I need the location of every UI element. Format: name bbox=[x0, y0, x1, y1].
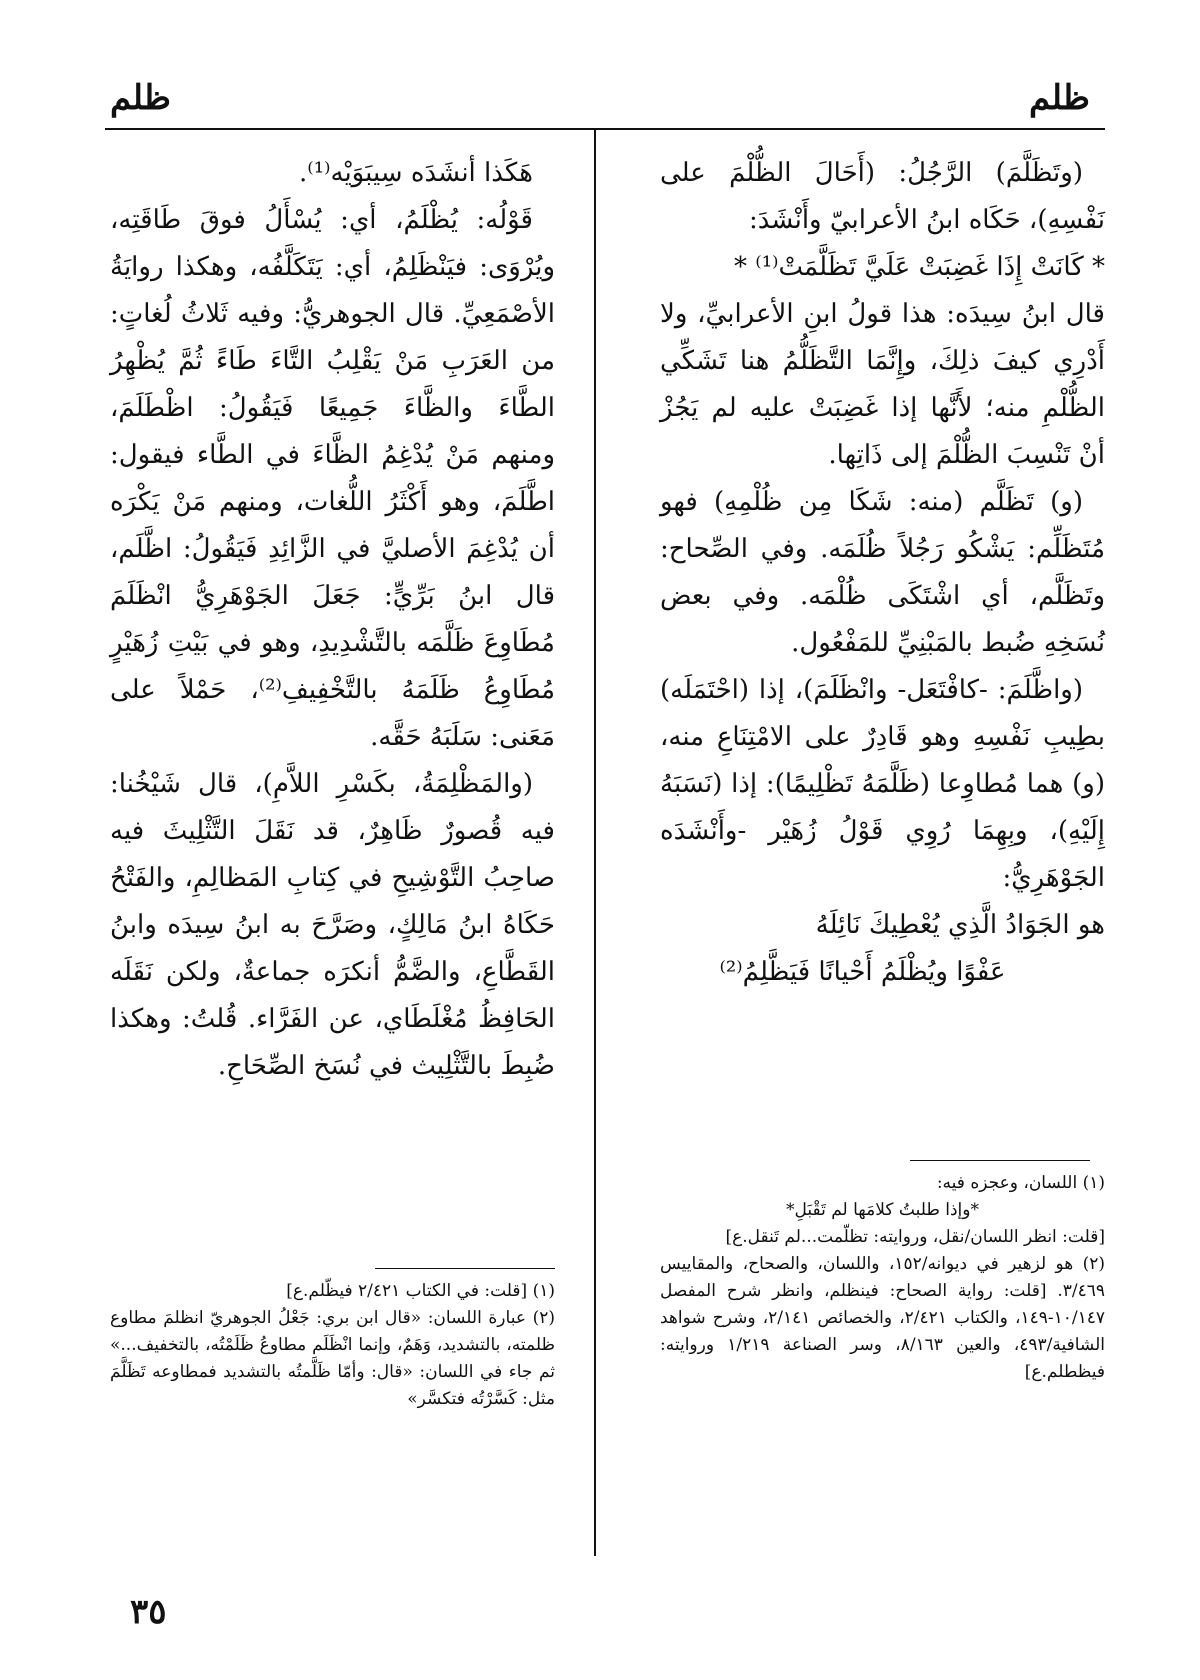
header-left-word: ظلم bbox=[110, 78, 171, 118]
right-column bbox=[660, 150, 1105, 996]
right-paragraph-1: (وتَظَلَّمَ) الرَّجُلُ: (أَحَالَ الظُّلْمَ على نَفْسِهِ)، حَكَاه ابنُ الأعرابيّ وأَنْشَدَ: bbox=[660, 158, 1105, 235]
left-column bbox=[110, 150, 555, 1090]
left-footnote-2: (٢) عبارة اللسان: «قال ابن بري: جَعْلُ الجوهريّ انظلمَ مطاوع ظلمته، بالتشديد، وَهَمٌ، وإنما انْظَلَم مطاوعُ ظَلَمْتُه، بالتخفيف...» ثم جاء في اللسان: «قال: وأمّا ظَلَّمتُه بالتشديد فمطاوعه تَظَلَّمَ مثل: كَسَّرْتُه فتكسَّر» bbox=[110, 1308, 555, 1409]
right-footnote-1-note: [قلت: انظر اللسان/نقل، وروايته: تظلّمت...لم تَنقل.ع] bbox=[725, 1227, 1105, 1247]
right-footnote-2: (٢) هو لزهير في ديوانه/١٥٢، واللسان، والصحاح، والمقاييس ٣/٤٦٩. [قلت: رواية الصحاح: فينظلم، وانظر شرح المفصل ١٠/١٤٧-١٤٩، والكتاب ٢/٤٢١، والخصائص ٢/١٤١، وشرح شواهد الشافية/٤٩٣، والعين ٨/١٦٣، وسر الصناعة ١/٢١٩ وروايته: فيظطلم.ع] bbox=[660, 1254, 1105, 1382]
right-footnotes bbox=[660, 1170, 1105, 1386]
right-paragraph-3: (و) تَظَلَّم (منه: شَكَا مِن ظُلْمِهِ) فهو مُتَظَلِّم: يَشْكُو رَجُلاً ظُلَمَه. وفي الصِّحاح: وتَظَلَّم، أي اشْتَكَى ظُلْمَه. وفي بعض نُسَخِهِ ضُبط بالمَبْنِيِّ للمَفْعُول. bbox=[660, 487, 1105, 658]
column-divider bbox=[594, 128, 596, 1556]
right-paragraph-4: (واظَّلَمَ: -كافْتَعَل- وانْظَلَمَ)، إذا (احْتَمَلَه) بطِيبِ نَفْسِهِ وهو قَادِرٌ على الامْتِنَاعِ منه، (و) هما مُطاوِعا (ظَلَّمَهُ تَظْلِيمًا): إذا (نَسَبَهُ إِلَيْهِ)، وبِهِمَا رُوِي قَوْلُ زُهَيْر -وأَنْشَدَه الجَوْهَرِيُّ: bbox=[660, 675, 1105, 893]
left-footnote-rule bbox=[375, 1268, 555, 1269]
right-footnote-1: (١) اللسان، وعجزه فيه: bbox=[936, 1173, 1105, 1193]
right-footnote-1-verse: *وإذا طلبتُ كلامَها لم تَقْبَلِ* bbox=[785, 1200, 979, 1220]
left-paragraph-2: قَوْلُه: يُظْلَمُ، أي: يُسْأَلُ فوقَ طَاقَتِه، ويُرْوَى: فيَنْظَلِمُ، أي: يَتَكَلَّفُه، وهكذا روايَةُ الأصْمَعِيِّ. قال الجوهريُّ: وفيه ثَلاثُ لُغاتٍ: من العَرَبِ مَنْ يَقْلِبُ التَّاءَ طَاءً ثُمَّ يُظْهِرُ الطَّاءَ والظَّاءَ جَمِيعًا فَيَقُولُ: اظْطَلَمَ، ومنهم مَنْ يُدْغِمُ الظَّاءَ في الطَّاء فيقول: اطَّلَمَ، وهو أَكْثَرُ اللُّغات، ومنهم مَنْ يَكْرَه أن يُدْغِمَ الأصليَّ في الزَّائِدِ فَيَقُولُ: اظَّلَم، قال ابنُ بَرِّيٍّ: جَعَلَ الجَوْهَرِيُّ انْظَلَمَ مُطَاوِعَ ظَلَّمَه بالتَّشْدِيدِ، وهو في بَيْتِ زُهَيْرٍ مُطَاوِعُ ظَلَمَهُ بالتَّخْفِيفِ⁽²⁾، حَمْلاً على مَعَنى: سَلَبَهُ حَقَّه. bbox=[110, 205, 555, 752]
right-verse-fragment: * كَانَتْ إِذَا غَضِبَتْ عَلَيَّ تَظَلَّمَتْ⁽¹⁾ * bbox=[734, 252, 1105, 282]
header-rule bbox=[105, 128, 1105, 130]
left-footnotes bbox=[110, 1278, 555, 1413]
verse-line-2: عَفْوًا ويُظْلَمُ أَحْيانًا فَيَظَّلِمُ⁽²⁾ bbox=[719, 957, 1006, 987]
left-paragraph-1: هَكَذا أنشَدَه سِيبَوَيْه⁽¹⁾. bbox=[299, 158, 533, 188]
verse-line-1: هو الجَوَادُ الَّذِي يُعْطِيكَ نَائِلَهُ bbox=[815, 910, 1105, 940]
right-footnote-rule bbox=[910, 1160, 1090, 1161]
left-paragraph-3: (والمَظْلِمَةُ، بكَسْرِ اللاَّمِ)، قال شَيْخُنا: فيه قُصورٌ ظَاهِرٌ، قد نَقَلَ التَّثْلِيثَ فيه صاحِبُ التَّوْشِيحِ في كِتابِ المَظالِمِ، والفَتْحُ حَكَاهُ ابنُ مَالِكٍ، وصَرَّحَ به ابنُ سِيدَه وابنُ القَطَّاعِ، والضَّمُّ أنكرَه جماعةٌ، ولكن نَقَلَه الحَافِظُ مُغْلَطَاي، عن الفَرَّاء. قُلتُ: وهكذا ضُبِطَ بالتَّثْلِيث في نُسَخ الصِّحَاحِ. bbox=[110, 769, 555, 1081]
page-number: ٣٥ bbox=[130, 1592, 167, 1632]
left-footnote-1: (١) [قلت: في الكتاب ٢/٤٢١ فيظّلم.ع] bbox=[286, 1281, 555, 1301]
right-paragraph-2: قال ابنُ سِيدَه: هذا قولُ ابنِ الأعرابيِّ، ولا أَدْرِي كيفَ ذلِكَ، وإِنَّمَا التَّظَلُّمُ هنا تَشَكِّي الظُّلْمِ منه؛ لأَنَّها إذا غَضِبَتْ عليه لم يَجُزْ أنْ تَنْسِبَ الظُّلْمَ إلى ذَاتِها. bbox=[660, 299, 1105, 470]
header-right-word: ظلم bbox=[1029, 78, 1090, 118]
